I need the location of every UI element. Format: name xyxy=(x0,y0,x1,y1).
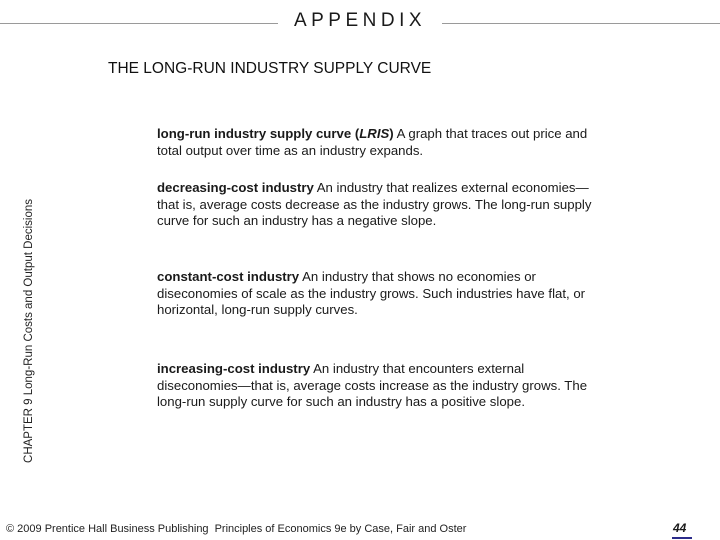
header-rule-left xyxy=(0,23,278,24)
definition-text: An industry that encounters external diseconomies—that is, average costs increase as the industry grows. The long-run supply curve for such an industry has a positive slope. xyxy=(157,361,588,409)
definition-term: decreasing-cost industry xyxy=(157,180,314,195)
section-title: THE LONG-RUN INDUSTRY SUPPLY CURVE xyxy=(108,60,432,77)
definition-increasing-cost xyxy=(157,361,607,411)
definition-decreasing-cost xyxy=(157,180,607,230)
copyright-text: © 2009 Prentice Hall Business Publishing xyxy=(6,523,209,535)
chapter-side-label: CHAPTER 9 Long-Run Costs and Output Decisions xyxy=(23,199,35,463)
book-title-text: Principles of Economics 9e by Case, Fair and Oster xyxy=(214,523,467,535)
header-rule-right xyxy=(442,23,720,24)
definition-text: An industry that realizes external economies—that is, average costs decrease as the industry grows. The long-run supply curve for such an industry has a negative slope. xyxy=(157,180,592,228)
page-number-underline xyxy=(672,537,692,539)
appendix-title: APPENDIX xyxy=(293,10,427,31)
definition-term: long-run industry supply curve ( xyxy=(157,126,360,141)
definition-term: constant-cost industry xyxy=(157,269,300,284)
footer-copyright xyxy=(6,523,466,535)
definition-term-close: ) xyxy=(389,126,394,141)
definition-term-abbreviation: LRIS xyxy=(359,126,390,141)
definition-text: An industry that shows no economies or diseconomies of scale as the industry grows. Such industries have flat, or horizontal, long-run supply curves. xyxy=(157,269,586,317)
definition-text: A graph that traces out price and total output over time as an industry expands. xyxy=(157,126,588,158)
page-number: 44 xyxy=(673,521,687,535)
definition-lris xyxy=(157,126,607,159)
definition-constant-cost xyxy=(157,269,607,319)
definition-term: increasing-cost industry xyxy=(157,361,311,376)
